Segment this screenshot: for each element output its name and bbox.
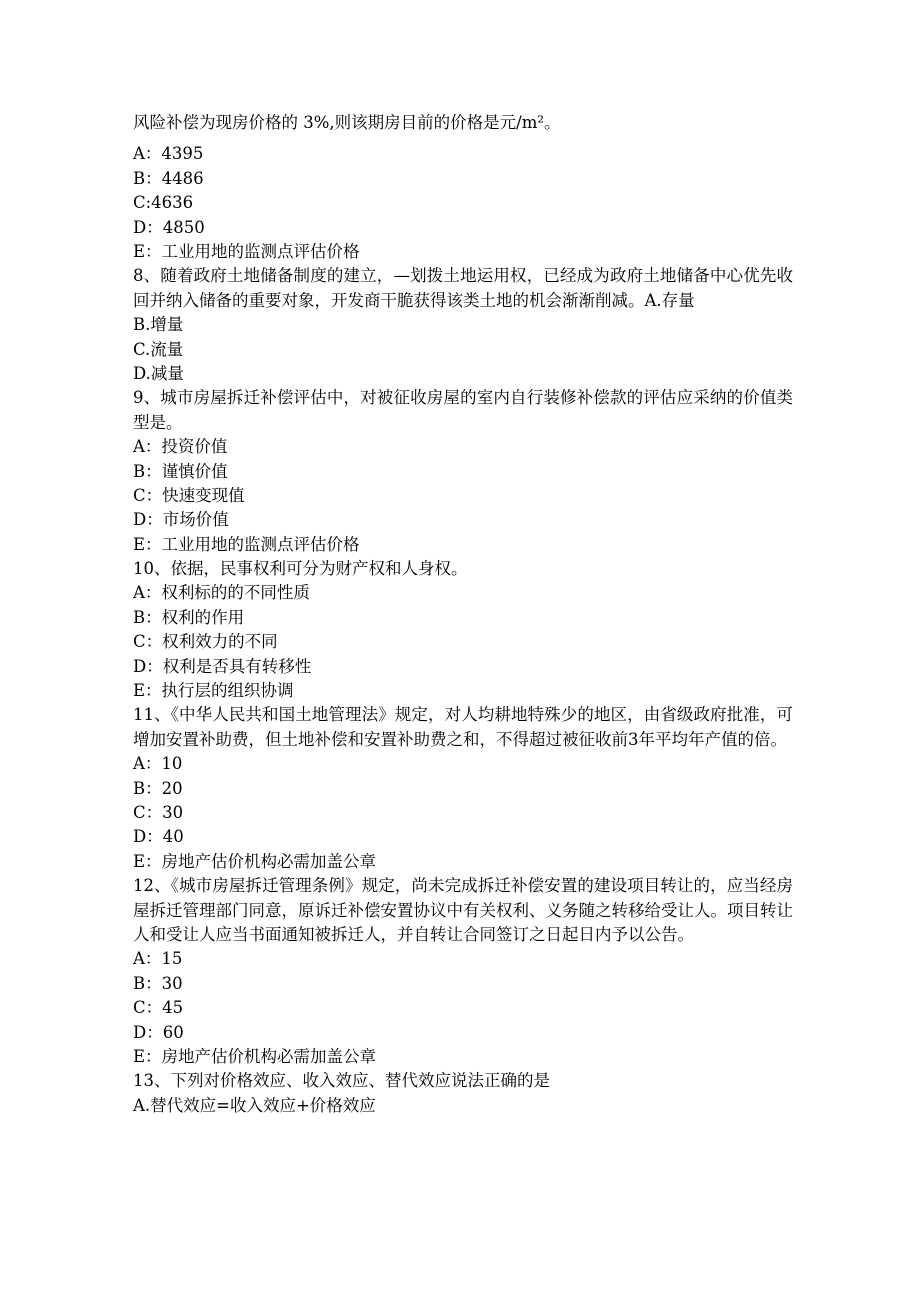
q9-option-a: A：投资价值: [133, 437, 228, 457]
q11-option-d: D：40: [133, 827, 184, 847]
q11-option-c: C：30: [133, 803, 184, 823]
question-11-stem: 11、《中华人民共和国土地管理法》规定，对人均耕地特殊少的地区，由省级政府批准，可增加安置补助费，但土地补偿和安置补助费之和，不得超过被征收前3年平均年产值的倍。: [133, 705, 793, 749]
q7-option-c: C:4636: [133, 193, 194, 213]
question-9-stem: 9、城市房屋拆迁补偿评估中，对被征收房屋的室内自行装修补偿款的评估应采纳的价值类型是。: [133, 388, 793, 432]
q11-option-e: E：房地产估价机构必需加盖公章: [133, 851, 377, 871]
q9-option-b: B：谨慎价值: [133, 461, 228, 481]
q13-option-a: A.替代效应=收入效应+价格效应: [133, 1095, 376, 1115]
question-7-stem-end: 风险补偿为现房价格的 3%,则该期房目前的价格是元/m²。: [133, 113, 561, 132]
q8-option-c: C.流量: [133, 339, 184, 359]
q11-option-a: A：10: [133, 754, 183, 774]
q12-option-e: E：房地产估价机构必需加盖公章: [133, 1046, 377, 1066]
document-body: [133, 111, 793, 1118]
q10-option-b: B：权利的作用: [133, 607, 245, 627]
q10-option-e: E：执行层的组织协调: [133, 681, 294, 701]
question-10-stem: 10、依据，民事权利可分为财产权和人身权。: [133, 559, 468, 579]
q12-option-b: B：30: [133, 973, 183, 993]
q12-option-d: D：60: [133, 1022, 184, 1042]
q8-option-b: B.增量: [133, 315, 184, 335]
q7-option-b: B：4486: [133, 168, 204, 188]
q10-option-d: D：权利是否具有转移性: [133, 656, 312, 676]
q12-option-c: C：45: [133, 998, 184, 1018]
q8-option-d: D.减量: [133, 363, 184, 383]
q7-option-d: D：4850: [133, 217, 205, 237]
question-8-stem: 8、随着政府土地储备制度的建立，—划拨土地运用权，已经成为政府土地储备中心优先收回并纳入储备的重要对象，开发商干脆获得该类土地的机会渐渐削减。A.存量: [133, 266, 793, 310]
q10-option-c: C：权利效力的不同: [133, 632, 278, 652]
q7-option-a: A：4395: [133, 144, 204, 164]
q9-option-d: D：市场价值: [133, 510, 229, 530]
q7-option-e: E：工业用地的监测点评估价格: [133, 241, 360, 261]
q12-option-a: A：15: [133, 949, 183, 969]
q11-option-b: B：20: [133, 778, 183, 798]
q9-option-c: C：快速变现值: [133, 485, 245, 505]
question-13-stem: 13、下列对价格效应、收入效应、替代效应说法正确的是: [133, 1071, 550, 1091]
q9-option-e: E：工业用地的监测点评估价格: [133, 534, 360, 554]
question-12-stem: 12、《城市房屋拆迁管理条例》规定，尚未完成拆迁补偿安置的建设项目转让的，应当经房屋拆迁管理部门同意，原诉迁补偿安置协议中有关权利、义务随之转移给受让人。项目转让人和受让人应当书面通知被拆迁人，并自转让合同签订之日起日内予以公告。: [133, 876, 793, 945]
q10-option-a: A：权利标的的不同性质: [133, 583, 310, 603]
